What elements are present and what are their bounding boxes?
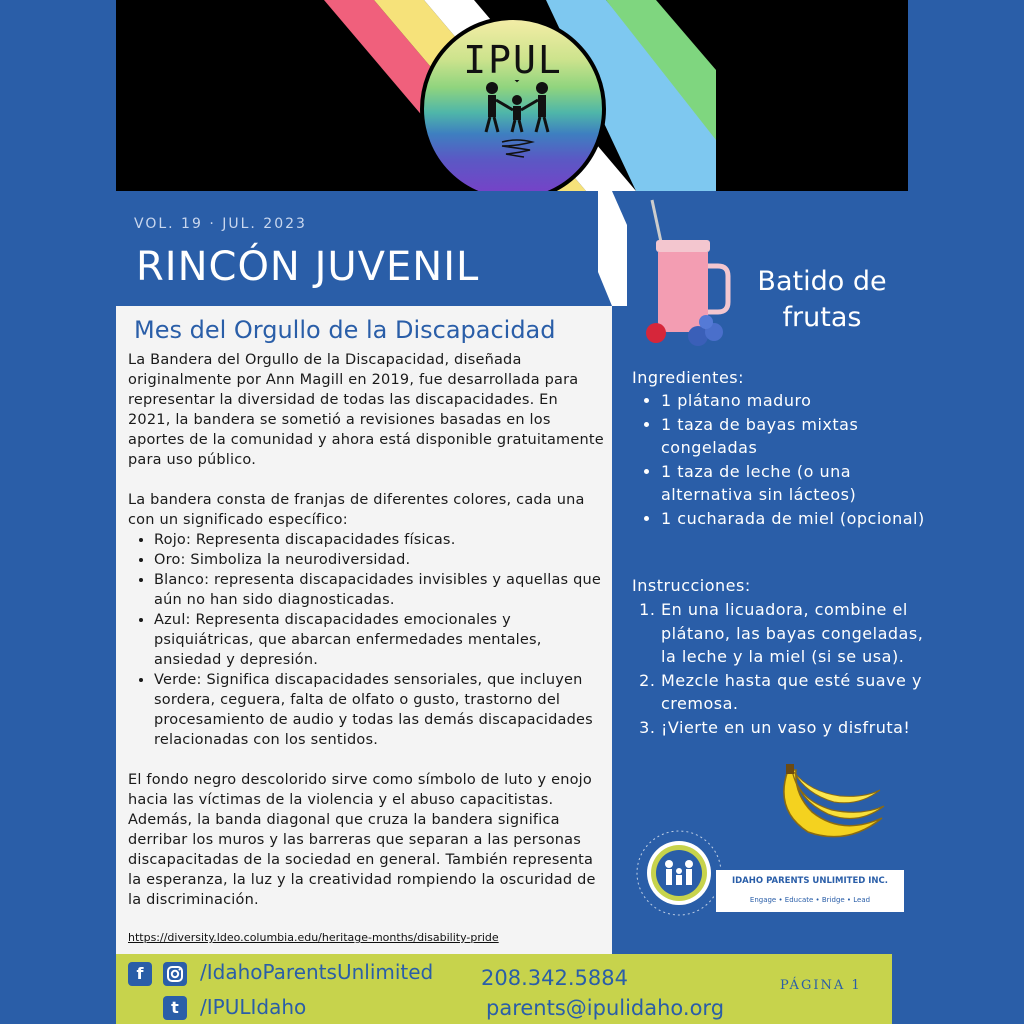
recipe-title xyxy=(742,264,902,336)
smoothie-jar-icon xyxy=(638,196,738,356)
list-item: • 1 taza de bayas mixtas congeladas xyxy=(661,413,931,460)
article-paragraph-2: La bandera consta de franjas de diferentes colores, cada una con un significado específico: xyxy=(128,492,585,528)
logo-text: IPUL xyxy=(463,38,563,82)
list-item: • Azul: Representa discapacidades emocionales y psiquiátricas, que abarcan enfermedades mentales, ansiedad y depresión. xyxy=(154,610,604,670)
list-item: 1. En una licuadora, combine el plátano, las bayas congeladas, la leche y la miel (si se usa). xyxy=(661,598,927,669)
ipu-banner xyxy=(714,868,906,914)
list-item: • Rojo: Representa discapacidades físicas. xyxy=(154,530,604,550)
article-paragraph-1: La Bandera del Orgullo de la Discapacidad, diseñada originalmente por Ann Magill en 2019, fue desarrollada para representar la diversidad de todas las discapacidades. En 2021, la bandera se sometió a revisiones basadas en los aportes de la comunidad y ahora está disponible gratuitamente para uso público. xyxy=(128,352,604,468)
ingredients-list xyxy=(636,389,931,530)
list-item: • 1 taza de leche (o una alternativa sin lácteos) xyxy=(661,460,931,507)
org-name: IDAHO PARENTS UNLIMITED INC. xyxy=(731,876,889,886)
ingredients-heading: Ingredientes: xyxy=(632,368,745,387)
phone-number[interactable]: 208.342.5884 xyxy=(481,966,628,990)
instructions-heading: Instrucciones: xyxy=(632,576,751,595)
recipe-title-line-2: frutas xyxy=(782,302,862,333)
volume-date: VOL. 19 · JUL. 2023 xyxy=(134,216,307,232)
list-item: • Blanco: representa discapacidades invisibles y aquellas que aún no han sido diagnosticadas. xyxy=(154,570,604,610)
list-item: 2. Mezcle hasta que esté suave y cremosa. xyxy=(661,669,927,716)
list-item: • 1 cucharada de miel (opcional) xyxy=(661,507,931,531)
article-heading: Mes del Orgullo de la Discapacidad xyxy=(134,316,556,344)
list-item: • Oro: Simboliza la neurodiversidad. xyxy=(154,550,604,570)
article-paragraph-3: El fondo negro descolorido sirve como símbolo de luto y enojo hacia las víctimas de la violencia y el abuso capacitistas. Además, la banda diagonal que cruza la bandera significa derribar los muros y las barreras que separan a las personas discapacitadas de la sociedad en general. También representa la esperanza, la luz y la creatividad rompiendo la oscuridad de la discriminación. xyxy=(128,772,596,908)
facebook-icon[interactable]: f xyxy=(128,962,152,986)
ipul-logo xyxy=(420,16,606,202)
instructions-list xyxy=(640,598,927,739)
bananas-icon xyxy=(770,764,890,844)
social-handle[interactable]: /IdahoParentsUnlimited xyxy=(200,960,434,984)
list-item: 3. ¡Vierte en un vaso y disfruta! xyxy=(661,716,927,740)
list-item: • Verde: Significa discapacidades sensoriales, que incluyen sordera, ceguera, falta de olfato o gusto, trastorno del procesamiento de audio y todas las demás discapacidades relacionadas con los sentidos. xyxy=(154,670,604,750)
org-tagline: Engage • Educate • Bridge • Lead xyxy=(749,896,871,904)
recipe-title-line-1: Batido de xyxy=(757,266,887,297)
instagram-glyph xyxy=(163,962,187,986)
flag-colors-list xyxy=(128,530,604,750)
list-item: • 1 plátano maduro xyxy=(661,389,931,413)
ipu-seal-icon xyxy=(634,828,724,918)
source-link[interactable]: https://diversity.ldeo.columbia.edu/heritage-months/disability-pride xyxy=(128,931,499,944)
email-address[interactable]: parents@ipulidaho.org xyxy=(486,996,725,1020)
article-body xyxy=(128,350,604,910)
page-number: PÁGINA 1 xyxy=(780,978,862,993)
twitter-handle[interactable]: /IPULIdaho xyxy=(200,995,307,1019)
twitter-icon[interactable]: t xyxy=(163,996,187,1020)
instagram-icon[interactable] xyxy=(163,962,187,986)
family-figures-icon xyxy=(482,80,552,170)
page-title: RINCÓN JUVENIL xyxy=(136,244,480,290)
